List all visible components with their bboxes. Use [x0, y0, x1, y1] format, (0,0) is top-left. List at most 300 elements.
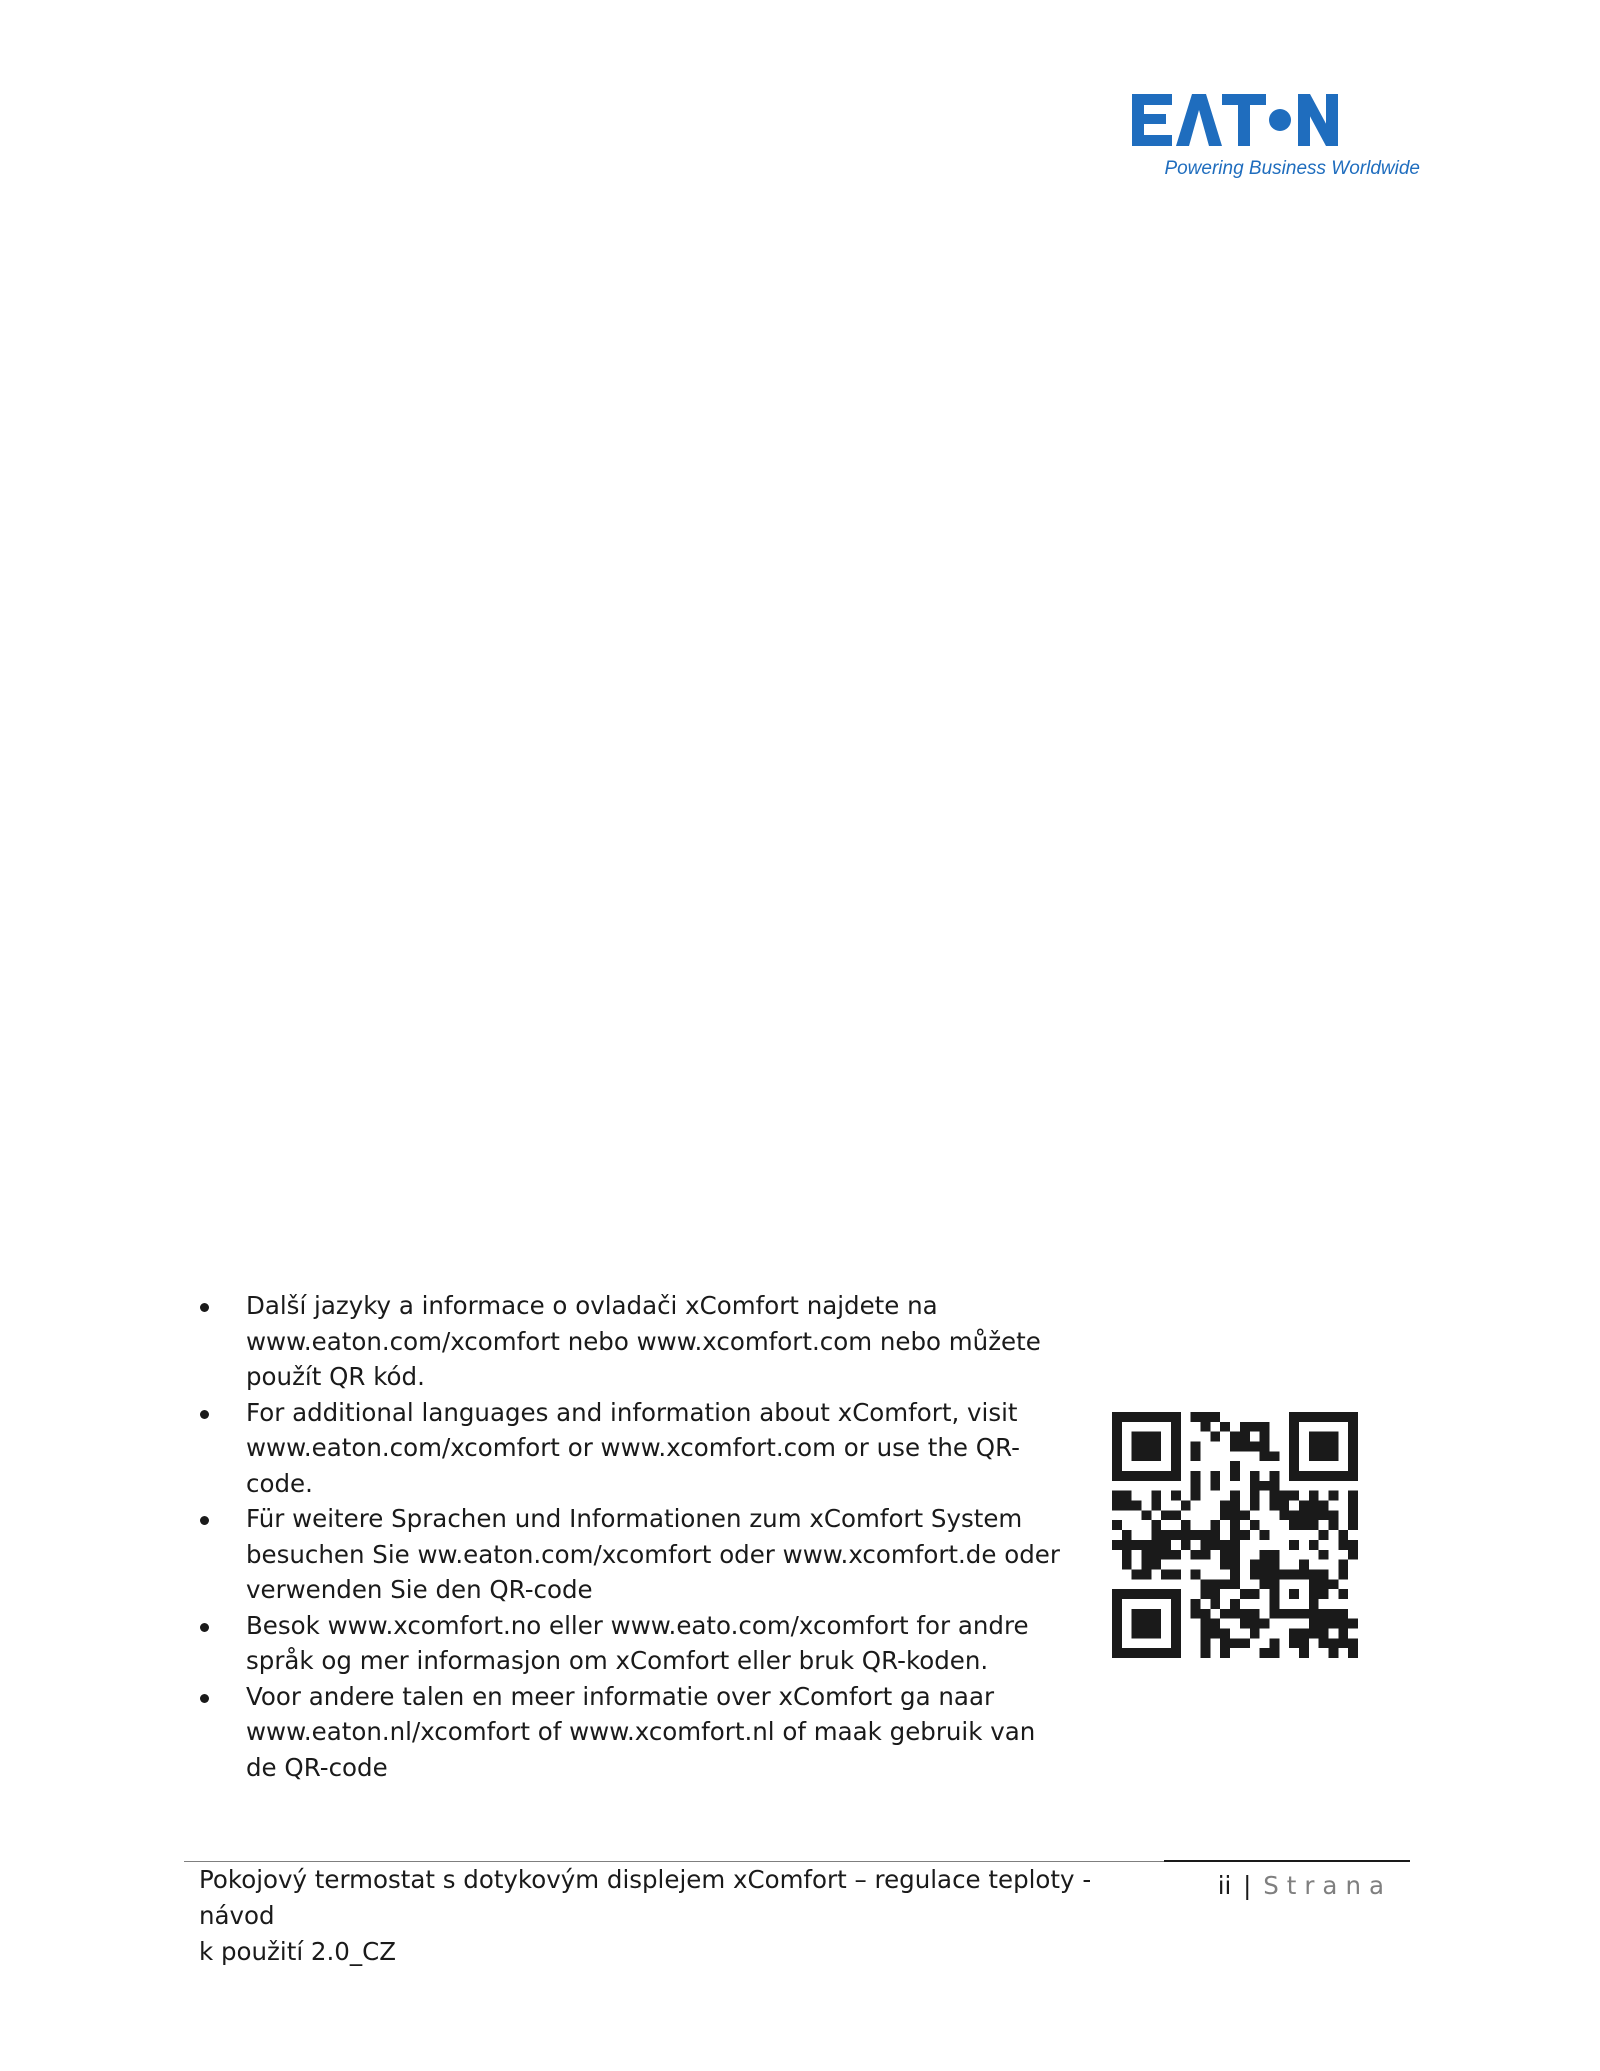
qr-module [1142, 1589, 1152, 1599]
qr-module [1260, 1560, 1270, 1570]
qr-module [1151, 1540, 1161, 1550]
qr-module [1269, 1648, 1279, 1658]
qr-module [1132, 1412, 1142, 1422]
qr-module [1269, 1609, 1279, 1619]
qr-module [1122, 1648, 1132, 1658]
qr-module [1348, 1619, 1358, 1629]
qr-module [1112, 1609, 1122, 1619]
qr-module [1309, 1451, 1319, 1461]
qr-module [1299, 1510, 1309, 1520]
qr-module [1309, 1579, 1319, 1589]
qr-module [1112, 1432, 1122, 1442]
qr-module [1309, 1569, 1319, 1579]
qr-module [1250, 1609, 1260, 1619]
item-line: www.eaton.nl/xcomfort of www.xcomfort.nl of maak gebruik van [246, 1717, 1036, 1746]
qr-module [1240, 1442, 1250, 1452]
qr-module [1132, 1619, 1142, 1629]
qr-module [1319, 1550, 1329, 1560]
qr-module [1319, 1510, 1329, 1520]
qr-module [1171, 1461, 1181, 1471]
qr-module [1299, 1648, 1309, 1658]
qr-module [1309, 1491, 1319, 1501]
qr-module [1240, 1638, 1250, 1648]
qr-module [1279, 1609, 1289, 1619]
qr-module [1348, 1491, 1358, 1501]
qr-module [1171, 1530, 1181, 1540]
qr-module [1201, 1412, 1211, 1422]
qr-module [1122, 1540, 1132, 1550]
qr-module [1289, 1628, 1299, 1638]
qr-module [1230, 1638, 1240, 1648]
qr-module [1210, 1471, 1220, 1481]
qr-module [1132, 1442, 1142, 1452]
qr-module [1112, 1589, 1122, 1599]
qr-module [1220, 1579, 1230, 1589]
qr-module [1191, 1451, 1201, 1461]
qr-module [1230, 1560, 1240, 1570]
qr-module [1230, 1471, 1240, 1481]
qr-module [1338, 1589, 1348, 1599]
qr-module [1319, 1628, 1329, 1638]
qr-module [1171, 1510, 1181, 1520]
qr-module [1260, 1648, 1270, 1658]
qr-module [1132, 1569, 1142, 1579]
qr-module [1299, 1520, 1309, 1530]
qr-module [1348, 1461, 1358, 1471]
qr-module [1230, 1432, 1240, 1442]
qr-module [1240, 1530, 1250, 1540]
qr-module [1161, 1510, 1171, 1520]
qr-module [1250, 1560, 1260, 1570]
qr-module [1151, 1530, 1161, 1540]
list-item [196, 1501, 1066, 1608]
qr-module [1122, 1491, 1132, 1501]
qr-module [1269, 1569, 1279, 1579]
bullet-icon [200, 1303, 209, 1312]
qr-module [1151, 1628, 1161, 1638]
qr-module [1250, 1481, 1260, 1491]
list-item [196, 1395, 1066, 1502]
footer-document-title [199, 1862, 1159, 1970]
qr-module [1299, 1609, 1309, 1619]
qr-module [1181, 1530, 1191, 1540]
page-separator: | [1243, 1871, 1252, 1900]
item-line: Besok www.xcomfort.no eller www.eato.com/xcomfort for andre [246, 1610, 1029, 1640]
item-line: For additional languages and information about xComfort, visit [246, 1397, 1018, 1427]
qr-module [1260, 1422, 1270, 1432]
eaton-logo-graphic [1132, 88, 1422, 188]
qr-module [1132, 1471, 1142, 1481]
qr-module [1319, 1501, 1329, 1511]
qr-module [1230, 1501, 1240, 1511]
qr-module [1151, 1648, 1161, 1658]
qr-module [1328, 1412, 1338, 1422]
qr-module [1289, 1422, 1299, 1432]
qr-module [1112, 1648, 1122, 1658]
qr-module [1250, 1442, 1260, 1452]
qr-module [1289, 1432, 1299, 1442]
qr-module [1220, 1540, 1230, 1550]
qr-module [1328, 1471, 1338, 1481]
qr-module [1328, 1648, 1338, 1658]
qr-module [1151, 1442, 1161, 1452]
qr-module [1250, 1422, 1260, 1432]
qr-module [1191, 1471, 1201, 1481]
qr-module [1132, 1501, 1142, 1511]
qr-module [1319, 1412, 1329, 1422]
qr-module [1171, 1451, 1181, 1461]
qr-module [1112, 1619, 1122, 1629]
qr-module [1210, 1530, 1220, 1540]
qr-module [1338, 1560, 1348, 1570]
qr-module [1230, 1569, 1240, 1579]
qr-module [1230, 1491, 1240, 1501]
qr-module [1250, 1520, 1260, 1530]
qr-module [1299, 1560, 1309, 1570]
qr-module [1171, 1589, 1181, 1599]
qr-module [1201, 1550, 1211, 1560]
qr-module [1250, 1589, 1260, 1599]
qr-module [1348, 1510, 1358, 1520]
qr-module [1260, 1481, 1270, 1491]
qr-module [1328, 1510, 1338, 1520]
qr-module [1260, 1451, 1270, 1461]
qr-module [1328, 1451, 1338, 1461]
qr-module [1112, 1451, 1122, 1461]
qr-module [1171, 1638, 1181, 1648]
qr-module [1250, 1628, 1260, 1638]
footer-title-line: k použití 2.0_CZ [199, 1937, 397, 1966]
qr-module [1142, 1560, 1152, 1570]
qr-module [1161, 1530, 1171, 1540]
qr-module [1171, 1442, 1181, 1452]
qr-module [1151, 1560, 1161, 1570]
qr-module [1142, 1451, 1152, 1461]
item-line: použít QR kód. [246, 1362, 425, 1391]
qr-module [1122, 1550, 1132, 1560]
qr-module [1230, 1510, 1240, 1520]
qr-module [1210, 1628, 1220, 1638]
qr-module [1240, 1589, 1250, 1599]
qr-module [1210, 1579, 1220, 1589]
qr-module [1348, 1451, 1358, 1461]
qr-module [1269, 1501, 1279, 1511]
qr-module [1142, 1648, 1152, 1658]
qr-module [1112, 1471, 1122, 1481]
qr-code[interactable] [1112, 1412, 1358, 1658]
page-indicator [1160, 1868, 1392, 1904]
qr-module [1132, 1540, 1142, 1550]
qr-module [1112, 1628, 1122, 1638]
qr-module [1319, 1589, 1329, 1599]
qr-module [1210, 1540, 1220, 1550]
qr-module [1289, 1442, 1299, 1452]
qr-module [1210, 1599, 1220, 1609]
qr-module [1240, 1510, 1250, 1520]
qr-module [1230, 1461, 1240, 1471]
qr-module [1230, 1609, 1240, 1619]
qr-module [1260, 1619, 1270, 1629]
qr-module [1210, 1520, 1220, 1530]
qr-module [1309, 1412, 1319, 1422]
qr-module [1132, 1628, 1142, 1638]
qr-module [1201, 1628, 1211, 1638]
qr-module [1122, 1530, 1132, 1540]
qr-module [1142, 1432, 1152, 1442]
footer-title-line: Pokojový termostat s dotykovým displejem xComfort – regulace teploty - návod [199, 1865, 1092, 1930]
qr-module [1328, 1619, 1338, 1629]
qr-module [1348, 1550, 1358, 1560]
qr-module [1319, 1638, 1329, 1648]
qr-module [1240, 1422, 1250, 1432]
qr-module [1240, 1609, 1250, 1619]
info-list [196, 1288, 1066, 1785]
qr-module [1201, 1540, 1211, 1550]
qr-module [1171, 1648, 1181, 1658]
qr-module [1112, 1442, 1122, 1452]
qr-module [1191, 1609, 1201, 1619]
item-line: www.eaton.com/xcomfort or www.xcomfort.com or use the QR- [246, 1433, 1020, 1462]
qr-module [1112, 1599, 1122, 1609]
qr-module [1250, 1491, 1260, 1501]
qr-module [1309, 1510, 1319, 1520]
qr-module [1338, 1638, 1348, 1648]
list-item [196, 1679, 1066, 1786]
list-item [196, 1608, 1066, 1679]
qr-module [1328, 1638, 1338, 1648]
qr-module [1161, 1540, 1171, 1550]
qr-module [1151, 1520, 1161, 1530]
qr-module [1260, 1579, 1270, 1589]
qr-module [1161, 1589, 1171, 1599]
qr-module [1230, 1579, 1240, 1589]
qr-module [1328, 1442, 1338, 1452]
qr-module [1151, 1471, 1161, 1481]
qr-module [1299, 1471, 1309, 1481]
qr-module [1250, 1471, 1260, 1481]
qr-module [1142, 1540, 1152, 1550]
qr-module [1181, 1540, 1191, 1550]
qr-module [1191, 1442, 1201, 1452]
qr-module [1142, 1471, 1152, 1481]
qr-module [1122, 1589, 1132, 1599]
qr-module [1328, 1520, 1338, 1530]
bullet-icon [200, 1516, 209, 1525]
qr-module [1142, 1412, 1152, 1422]
item-line: www.eaton.com/xcomfort nebo www.xcomfort.com nebo můžete [246, 1326, 1041, 1356]
qr-module [1250, 1569, 1260, 1579]
qr-module [1348, 1442, 1358, 1452]
qr-module [1289, 1569, 1299, 1579]
qr-module [1299, 1628, 1309, 1638]
qr-module [1338, 1540, 1348, 1550]
qr-module [1220, 1501, 1230, 1511]
qr-module [1348, 1501, 1358, 1511]
qr-module [1142, 1550, 1152, 1560]
qr-module [1338, 1569, 1348, 1579]
eaton-logo [1132, 88, 1422, 188]
qr-module [1269, 1638, 1279, 1648]
qr-module [1201, 1530, 1211, 1540]
qr-code-graphic [1112, 1412, 1358, 1658]
qr-module [1220, 1422, 1230, 1432]
qr-module [1171, 1628, 1181, 1638]
qr-module [1191, 1491, 1201, 1501]
qr-module [1171, 1599, 1181, 1609]
qr-module [1201, 1638, 1211, 1648]
qr-module [1299, 1638, 1309, 1648]
qr-module [1112, 1491, 1122, 1501]
item-line: code. [246, 1468, 313, 1498]
qr-module [1230, 1540, 1240, 1550]
qr-module [1319, 1442, 1329, 1452]
qr-module [1142, 1628, 1152, 1638]
qr-module [1348, 1648, 1358, 1658]
qr-module [1220, 1510, 1230, 1520]
qr-module [1250, 1619, 1260, 1629]
qr-module [1309, 1599, 1319, 1609]
qr-module [1309, 1540, 1319, 1550]
qr-module [1289, 1412, 1299, 1422]
qr-module [1112, 1520, 1122, 1530]
qr-module [1269, 1560, 1279, 1570]
qr-module [1181, 1520, 1191, 1530]
item-line: Für weitere Sprachen und Informationen zum xComfort System [246, 1504, 1023, 1533]
qr-module [1269, 1599, 1279, 1609]
qr-module [1181, 1501, 1191, 1511]
qr-module [1201, 1589, 1211, 1599]
qr-module [1348, 1540, 1358, 1550]
qr-module [1220, 1638, 1230, 1648]
qr-module [1161, 1569, 1171, 1579]
qr-module [1201, 1648, 1211, 1658]
qr-module [1250, 1501, 1260, 1511]
qr-module [1191, 1481, 1201, 1491]
qr-module [1122, 1501, 1132, 1511]
qr-module [1309, 1628, 1319, 1638]
qr-module [1151, 1451, 1161, 1461]
qr-module [1338, 1412, 1348, 1422]
qr-module [1161, 1550, 1171, 1560]
qr-module [1142, 1510, 1152, 1520]
qr-module [1279, 1501, 1289, 1511]
qr-module [1112, 1638, 1122, 1648]
qr-module [1151, 1501, 1161, 1511]
qr-module [1299, 1501, 1309, 1511]
qr-module [1142, 1619, 1152, 1629]
qr-module [1319, 1471, 1329, 1481]
qr-module [1220, 1628, 1230, 1638]
list-item [196, 1288, 1066, 1395]
qr-module [1171, 1619, 1181, 1629]
qr-module [1161, 1412, 1171, 1422]
qr-module [1122, 1471, 1132, 1481]
qr-module [1338, 1609, 1348, 1619]
qr-module [1142, 1442, 1152, 1452]
qr-module [1260, 1550, 1270, 1560]
qr-module [1191, 1599, 1201, 1609]
qr-module [1171, 1550, 1181, 1560]
qr-module [1319, 1530, 1329, 1540]
qr-module [1269, 1491, 1279, 1501]
qr-module [1338, 1530, 1348, 1540]
qr-module [1191, 1530, 1201, 1540]
qr-module [1279, 1510, 1289, 1520]
qr-module [1319, 1619, 1329, 1629]
qr-module [1151, 1609, 1161, 1619]
qr-module [1309, 1589, 1319, 1599]
qr-module [1260, 1530, 1270, 1540]
qr-module [1210, 1412, 1220, 1422]
qr-module [1171, 1412, 1181, 1422]
qr-module [1220, 1550, 1230, 1560]
qr-module [1279, 1569, 1289, 1579]
qr-module [1171, 1422, 1181, 1432]
qr-module [1289, 1540, 1299, 1550]
qr-module [1201, 1422, 1211, 1432]
qr-module [1230, 1442, 1240, 1452]
qr-module [1132, 1589, 1142, 1599]
qr-module [1309, 1432, 1319, 1442]
qr-module [1309, 1501, 1319, 1511]
item-line: de QR-code [246, 1752, 388, 1782]
qr-module [1171, 1432, 1181, 1442]
qr-module [1220, 1648, 1230, 1658]
qr-module [1348, 1471, 1358, 1481]
qr-module [1132, 1432, 1142, 1442]
qr-module [1210, 1619, 1220, 1629]
qr-module [1151, 1550, 1161, 1560]
logo-tagline: Powering Business Worldwide [1164, 158, 1420, 179]
qr-module [1269, 1589, 1279, 1599]
qr-module [1260, 1442, 1270, 1452]
qr-module [1132, 1648, 1142, 1658]
qr-module [1210, 1432, 1220, 1442]
qr-module [1289, 1491, 1299, 1501]
qr-module [1142, 1569, 1152, 1579]
qr-module [1289, 1638, 1299, 1648]
qr-module [1201, 1609, 1211, 1619]
qr-module [1171, 1569, 1181, 1579]
qr-module [1171, 1471, 1181, 1481]
qr-module [1201, 1579, 1211, 1589]
qr-module [1289, 1609, 1299, 1619]
qr-module [1201, 1619, 1211, 1629]
item-line: besuchen Sie ww.eaton.com/xcomfort oder www.xcomfort.de oder [246, 1539, 1060, 1569]
qr-module [1289, 1451, 1299, 1461]
bullet-icon [200, 1410, 209, 1419]
qr-module [1269, 1579, 1279, 1589]
qr-module [1112, 1412, 1122, 1422]
qr-module [1240, 1432, 1250, 1442]
qr-module [1289, 1510, 1299, 1520]
qr-module [1338, 1619, 1348, 1629]
qr-module [1240, 1619, 1250, 1629]
qr-module [1220, 1560, 1230, 1570]
qr-module [1132, 1451, 1142, 1461]
qr-module [1289, 1461, 1299, 1471]
qr-module [1299, 1569, 1309, 1579]
qr-module [1151, 1589, 1161, 1599]
qr-module [1309, 1609, 1319, 1619]
qr-module [1112, 1422, 1122, 1432]
qr-module [1151, 1491, 1161, 1501]
qr-module [1269, 1481, 1279, 1491]
qr-module [1171, 1609, 1181, 1619]
qr-module [1151, 1619, 1161, 1629]
qr-module [1348, 1520, 1358, 1530]
qr-module [1319, 1579, 1329, 1589]
